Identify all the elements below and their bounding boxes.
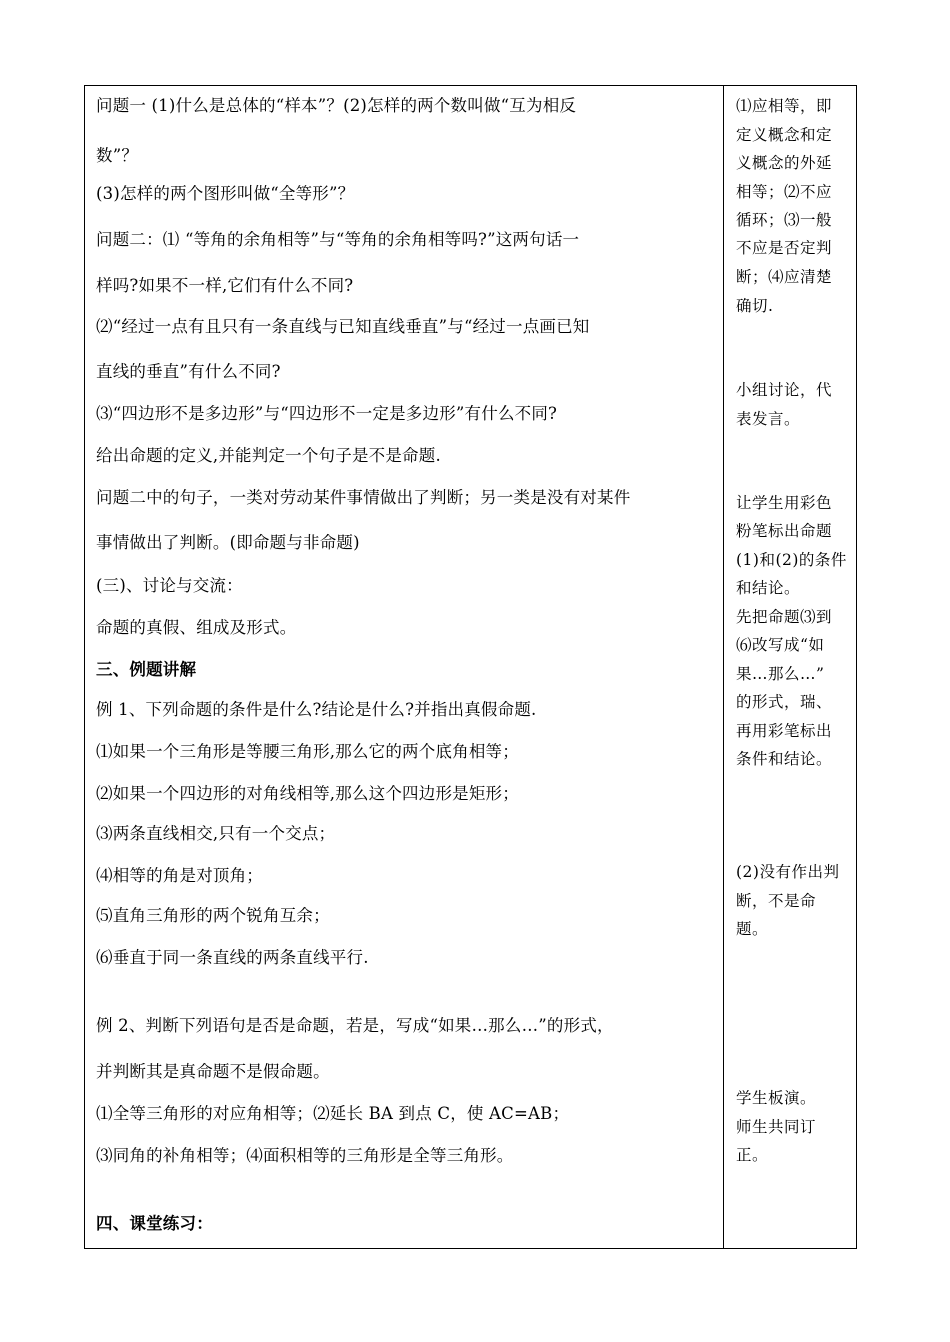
note-line: 不应是否定判 <box>736 239 833 257</box>
text-line: ⑴如果一个三角形是等腰三角形,那么它的两个底角相等； <box>96 742 519 761</box>
text-line: 并判断其是真命题不是假命题。 <box>96 1062 330 1081</box>
note-line: 断，不是命 <box>736 892 817 910</box>
note-line: 循环；⑶一般 <box>736 211 833 229</box>
text-line: 问题二：⑴ “等角的余角相等”与“等角的余角相等吗?”这两句话一 <box>96 230 580 249</box>
text-line: 直线的垂直”有什么不同? <box>96 362 281 381</box>
note-line: 先把命题⑶到 <box>736 608 833 626</box>
note-line: 学生板演。 <box>736 1089 817 1107</box>
note-line: 确切. <box>736 297 774 315</box>
note-line: 让学生用彩色 <box>736 494 833 512</box>
note-line: 相等；⑵不应 <box>736 183 833 201</box>
text-line: ⑵“经过一点有且只有一条直线与已知直线垂直”与“经过一点画已知 <box>96 317 590 336</box>
note-line: ⑴应相等，即 <box>736 97 833 115</box>
note-line: 表发言。 <box>736 410 801 428</box>
note-line: 条件和结论。 <box>736 750 833 768</box>
text-line: (3)怎样的两个图形叫做“全等形”？ <box>96 184 355 203</box>
text-line: ⑶两条直线相交,只有一个交点； <box>96 824 336 843</box>
note-line: 果…那么…” <box>736 665 825 683</box>
text-line: 给出命题的定义,并能判定一个句子是不是命题. <box>96 446 441 465</box>
note-line: 再用彩笔标出 <box>736 722 833 740</box>
text-line: 事情做出了判断。(即命题与非命题) <box>96 533 360 552</box>
text-line: ⑹垂直于同一条直线的两条直线平行. <box>96 948 369 967</box>
column-divider <box>723 85 724 1249</box>
note-line: 义概念的外延 <box>736 154 833 172</box>
note-line: 正。 <box>736 1146 769 1164</box>
note-line: 师生共同订 <box>736 1118 817 1136</box>
text-line: 数”？ <box>96 146 139 165</box>
text-line: 问题一 (1)什么是总体的“样本”？(2)怎样的两个数叫做“互为相反 <box>96 96 577 115</box>
text-line: 命题的真假、组成及形式。 <box>96 618 297 637</box>
text-line: 例 1、下列命题的条件是什么?结论是什么?并指出真假命题. <box>96 700 537 719</box>
text-line: ⑷相等的角是对顶角； <box>96 866 263 885</box>
note-line: (1)和(2)的条件 <box>736 551 847 569</box>
note-line: 题。 <box>736 920 769 938</box>
text-line: ⑴全等三角形的对应角相等；⑵延长 BA 到点 C，使 AC=AB； <box>96 1104 570 1123</box>
text-line: ⑶同角的补角相等；⑷面积相等的三角形是全等三角形。 <box>96 1146 514 1165</box>
note-line: 定义概念和定 <box>736 126 833 144</box>
note-line: 小组讨论，代 <box>736 381 833 399</box>
text-line: 样吗?如果不一样,它们有什么不同? <box>96 276 354 295</box>
text-line: ⑵如果一个四边形的对角线相等,那么这个四边形是矩形； <box>96 784 519 803</box>
note-line: 粉笔标出命题 <box>736 522 833 540</box>
section-heading: 三、例题讲解 <box>96 660 197 679</box>
section-heading: (三)、讨论与交流： <box>96 576 243 595</box>
text-line: ⑶“四边形不是多边形”与“四边形不一定是多边形”有什么不同? <box>96 404 558 423</box>
note-line: (2)没有作出判 <box>736 863 840 881</box>
note-line: 的形式，瑞、 <box>736 693 833 711</box>
note-line: 和结论。 <box>736 579 801 597</box>
section-heading: 四、课堂练习： <box>96 1214 213 1233</box>
text-line: 问题二中的句子，一类对劳动某件事情做出了判断；另一类是没有对某件 <box>96 488 631 507</box>
note-line: 断；⑷应清楚 <box>736 268 833 286</box>
text-line: 例 2、判断下列语句是否是命题，若是，写成“如果…那么…”的形式， <box>96 1016 614 1035</box>
note-line: ⑹改写成“如 <box>736 636 825 654</box>
text-line: ⑸直角三角形的两个锐角互余； <box>96 906 330 925</box>
